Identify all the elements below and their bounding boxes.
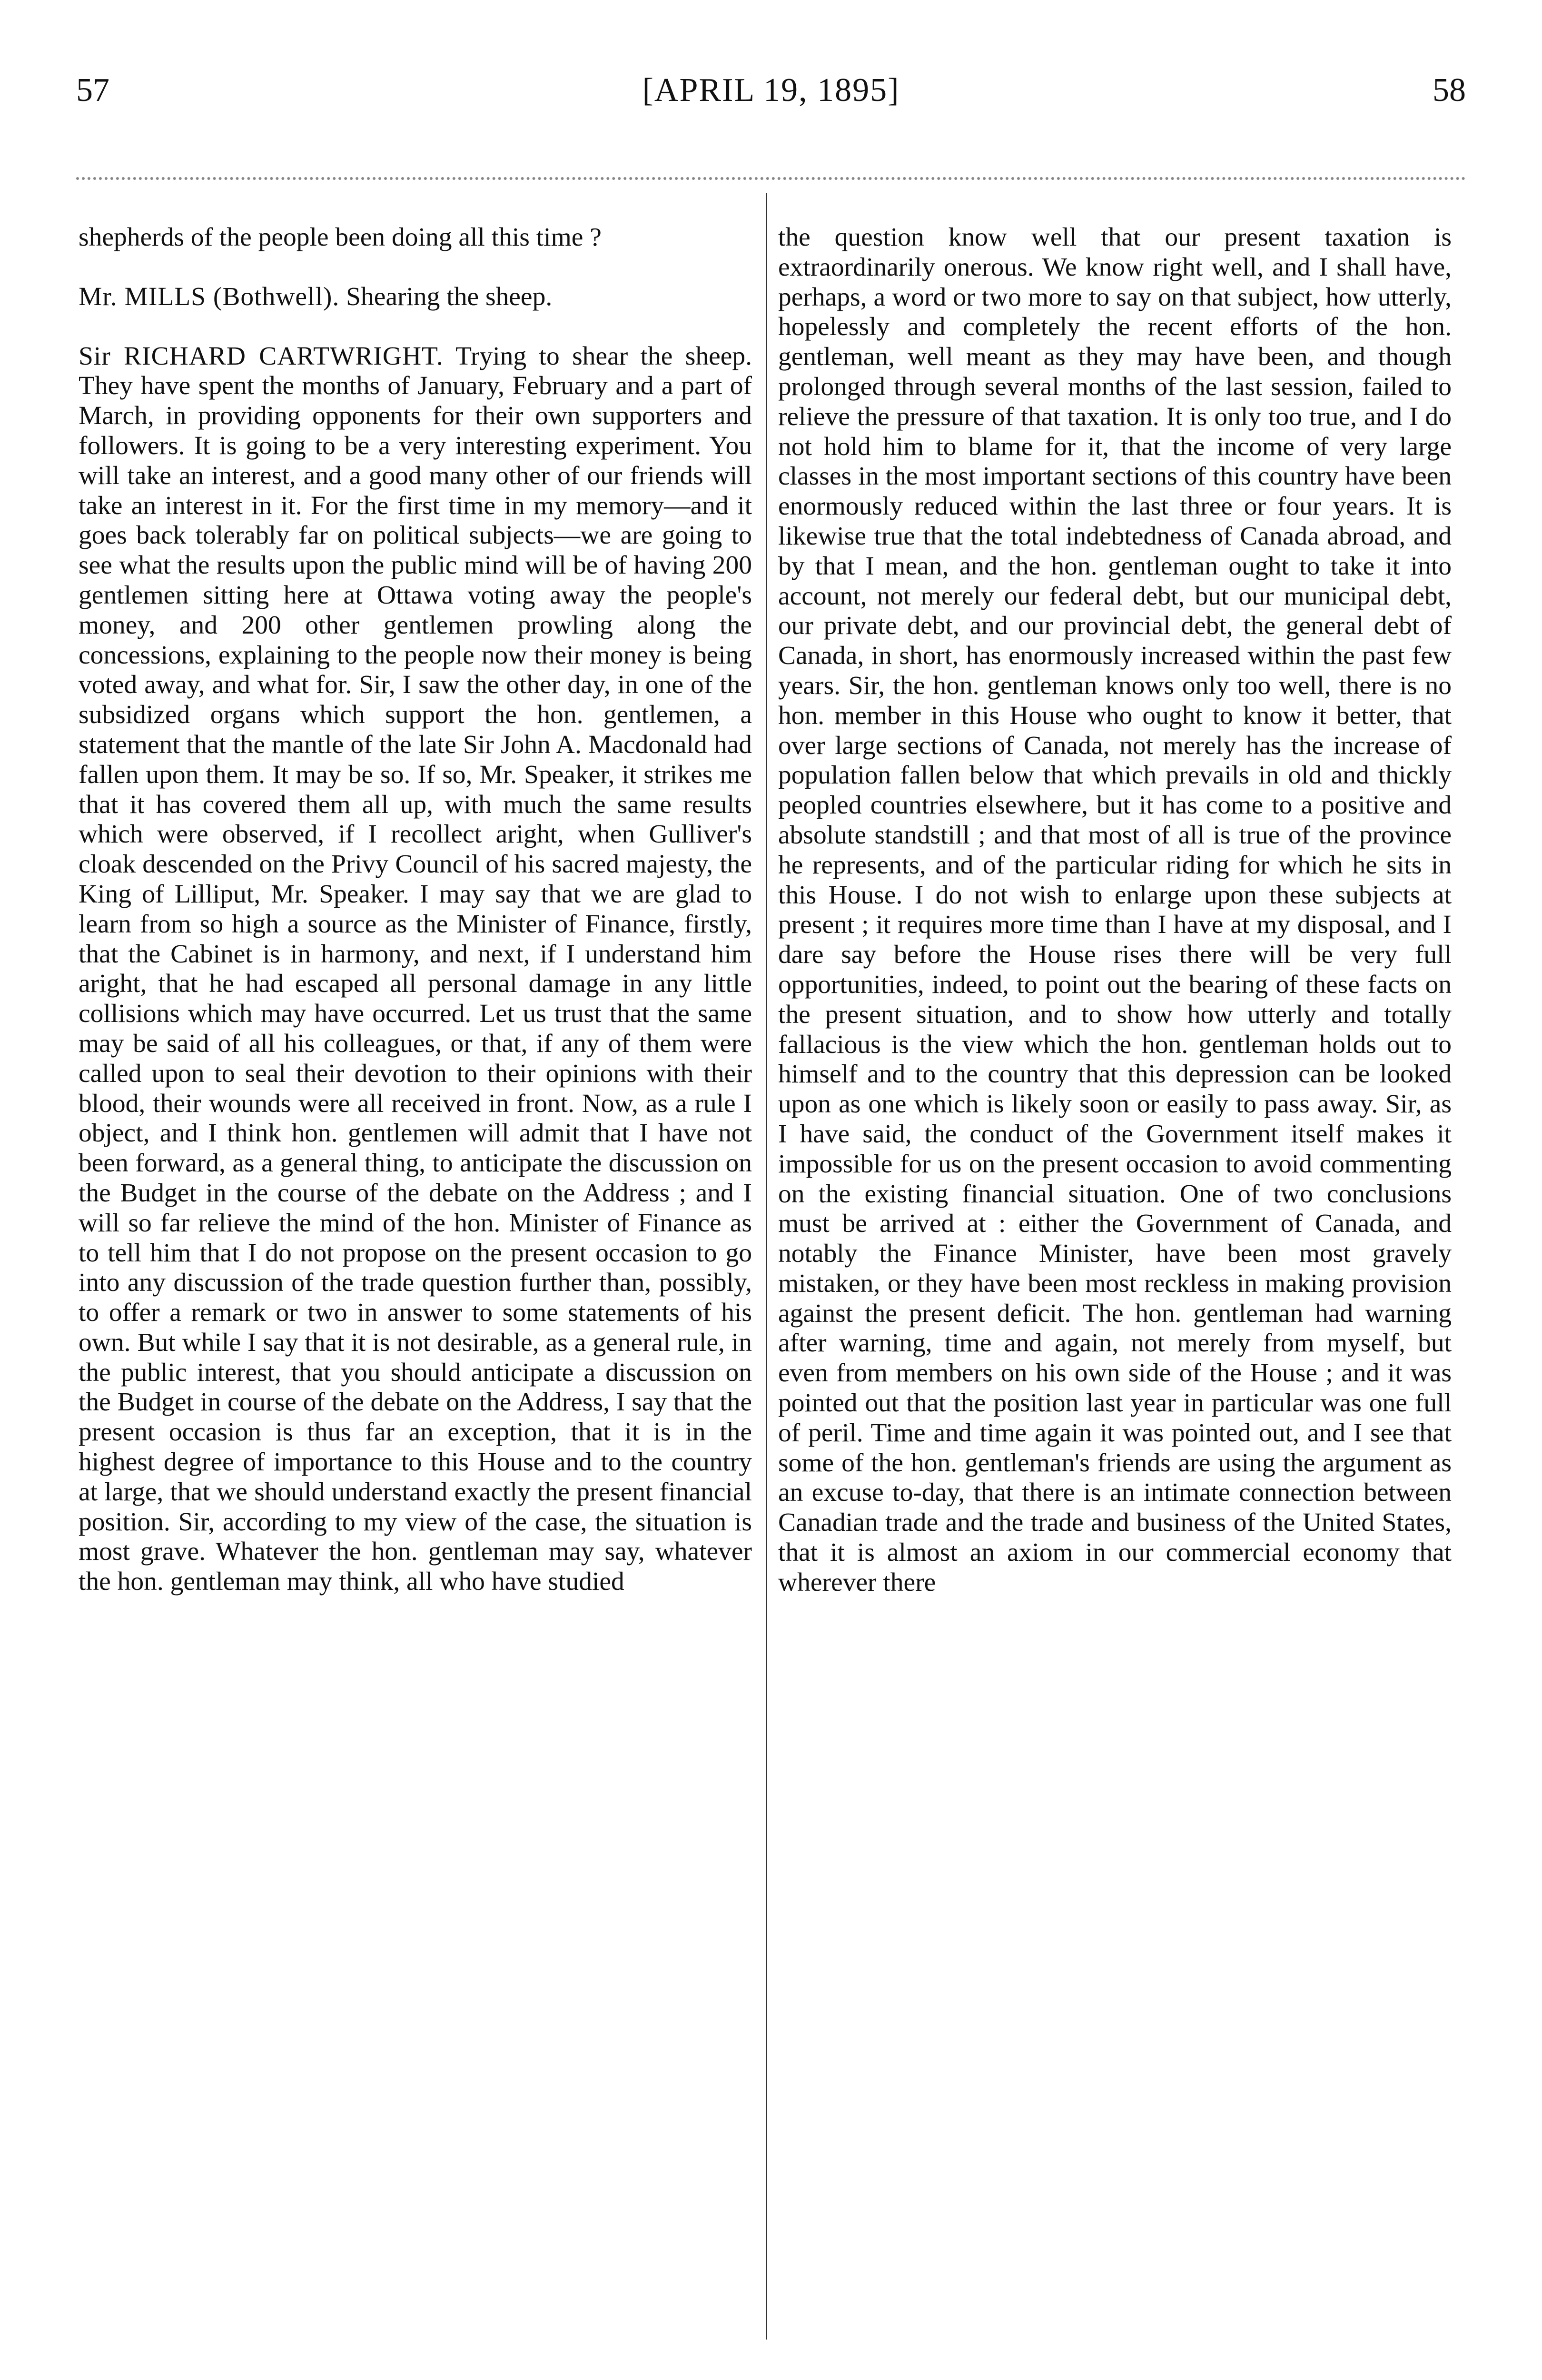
- left-paragraph-1: shepherds of the people been doing all this time ?: [79, 223, 602, 252]
- right-paragraph-1: the question know well that our present taxation is extraordinarily onerous. We know right well, and I shall have, perhaps, a word or two more to say on that subject, how utterly, hopelessly and completely the recent efforts of the hon. gentleman, well meant as they may have been, and though prolonged through several months of the last session, failed to relieve the pressure of that taxation. It is only too true, and I do not hold him to blame for it, that the income of very large classes in the most important sections of this country have been enormously reduced within the last three or four years. It is likewise true that the total indebtedness of Canada abroad, and by that I mean, and the hon. gentleman ought to take it into account, not merely our federal debt, but our municipal debt, our private debt, and our provincial debt, the general debt of Canada, in short, has enormously increased within the past few years. Sir, the hon. gentleman knows only too well, there is no hon. member in this House who ought to know it better, that over large sections of Canada, not merely has the increase of population fallen below that which prevails in old and thickly peopled countries elsewhere, but it has come to a positive and absolute standstill ; and that most of all is true of the province he represents, and of the particular riding for which he sits in this House. I do not wish to enlarge upon these subjects at present ; it requires more time than I have at my disposal, and I dare say before the House rises there will be very full opportunities, indeed, to point out the bearing of these facts on the present situation, and to show how utterly and totally fallacious is the view which the hon. gentleman holds out to himself and to the country that this depression can be looked upon as one which is likely soon or easily to pass away. Sir, as I have said, the conduct of the Government itself makes it impossible for us on the present occasion to avoid commenting on the existing financial situation. One of two conclusions must be arrived at : either the Government of Canada, and notably the Finance Minister, have been most gravely mistaken, or they have been most reckless in making provision against the present deficit. The hon. gentleman had warning after warning, time and again, not merely from myself, but even from members on his own side of the House ; and it was pointed out that the position last year in particular was one full of peril. Time and time again it was pointed out, and I see that some of the hon. gentleman's friends are using the argument as an excuse to-day, that there is an intimate connection between Canadian trade and the trade and business of the United States, that it is almost an axiom in our commercial economy that wherever there: [778, 223, 1452, 1597]
- page-number-left: 57: [76, 72, 109, 109]
- left-column: [79, 223, 752, 1597]
- speaker-name: Mr. MILLS (Bothwell).: [79, 282, 340, 311]
- issue-date: [APRIL 19, 1895]: [642, 72, 900, 109]
- right-column: [778, 223, 1452, 1598]
- column-divider: [766, 193, 767, 2340]
- page-header: [76, 71, 1466, 114]
- left-paragraph-3: [79, 342, 752, 1597]
- header-rule: [76, 177, 1466, 180]
- speaker-name: Sir RICHARD CARTWRIGHT.: [79, 341, 444, 371]
- speech-text: Shearing the sheep.: [346, 282, 553, 311]
- speech-text: Trying to shear the sheep. They have spent the months of January, February and a part of March, in providing opponents for their own supporters and followers. It is going to be a very interesting experiment. You will take an interest, and a good many other of our friends will take an interest in it. For the first time in my memory—and it goes back tolerably far on political subjects—we are going to see what the results upon the public mind will be of having 200 gentlemen sitting here at Ottawa voting away the people's money, and 200 other gentlemen prowling along the concessions, explaining to the people now their money is being voted away, and what for. Sir, I saw the other day, in one of the subsidized organs which support the hon. gentlemen, a statement that the mantle of the late Sir John A. Macdonald had fallen upon them. It may be so. If so, Mr. Speaker, it strikes me that it has covered them all up, with much the same results which were observed, if I recollect aright, when Gulliver's cloak descended on the Privy Council of his sacred majesty, the King of Lilliput, Mr. Speaker. I may say that we are glad to learn from so high a source as the Minister of Finance, firstly, that the Cabinet is in harmony, and next, if I understand him aright, that he had escaped all personal damage in any little collisions which may have occurred. Let us trust that the same may be said of all his colleagues, or that, if any of them were called upon to seal their devotion to their opinions with their blood, their wounds were all received in front. Now, as a rule I object, and I think hon. gentlemen will admit that I have not been forward, as a general thing, to anticipate the discussion on the Budget in the course of the debate on the Address ; and I will so far relieve the mind of the hon. Minister of Finance as to tell him that I do not propose on the present occasion to go into any discussion of the trade question further than, possibly, to offer a remark or two in answer to some statements of his own. But while I say that it is not desirable, as a general rule, in the public interest, that you should anticipate a discussion on the Budget in course of the debate on the Address, I say that the present occasion is thus far an exception, that it is in the highest degree of importance to this House and to the country at large, that we should understand exactly the present financial position. Sir, according to my view of the case, the situation is most grave. Whatever the hon. gentleman may say, whatever the hon. gentleman may think, all who have studied: [79, 341, 752, 1597]
- page-number-right: 58: [1433, 72, 1466, 109]
- left-paragraph-2: [79, 282, 752, 312]
